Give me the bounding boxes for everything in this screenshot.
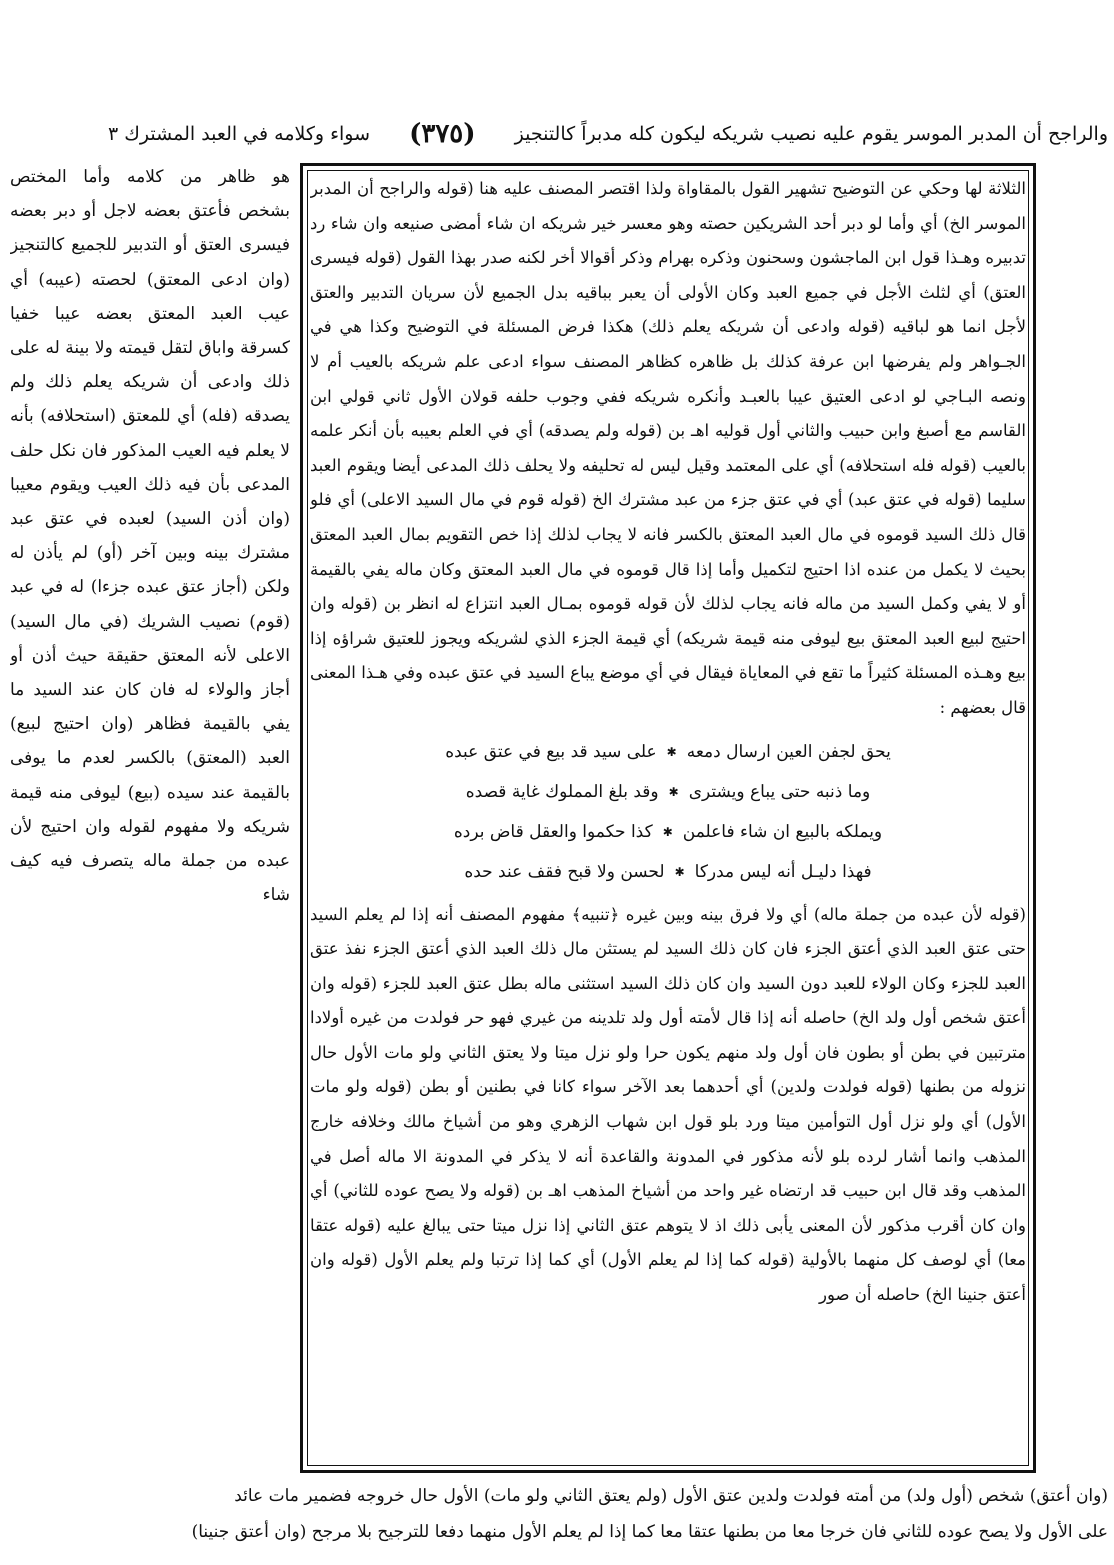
star-separator-icon: ✱ <box>662 824 673 839</box>
poem-verse <box>310 732 1026 772</box>
hemistich-second: لحسن ولا قبح فقف عند حده <box>464 861 665 882</box>
star-separator-icon: ✱ <box>668 784 679 799</box>
poem-verse <box>310 852 1026 892</box>
footer-line: على الأول ولا يصح عوده للثاني فان خرجا معا من بطنها عتقا معا كما إذا لم يعلم الأول منهما دفعا للترجيح بلا مرجح (وان أعتق جنينا) <box>191 1522 1108 1542</box>
poem-verse <box>310 772 1026 812</box>
commentary-paragraph: الثلاثة لها وحكي عن التوضيح تشهير القول بالمقاواة ولذا اقتصر المصنف عليه هنا (قوله والراجح أن المدبر الموسر الخ) أي وأما لو دبر أحد الشريكين حصته وهو معسر خير شريكه ان شاء أمضى صنيعه وان شاء رد تدبيره وهـذا قول ابن الماجشون وسحنون وذكره بهرام وذكر أقوالا أخر لكنه صدر بهذا القول (قوله فيسرى العتق) أي لثلث الأجل في جميع العبد وكان الأولى أن يعبر بباقيه بدل الجميع لأن سريان التدبير والعتق لأجل انما هو لباقيه (قوله وادعى أن شريكه يعلم ذلك) هكذا فرض المسئلة في التوضيح وكذا هي في الجـواهر ولم يفرضها ابن عرفة كذلك بل ظاهره كظاهر المصنف سواء ادعى علم شريكه بالعيب أم لا ونصه البـاجي لو ادعى العتيق عيبا بالعبـد وأنكره شريكه ففي وجوب حلفه قولان الأول ثاني قولي ابن القاسم مع أصبغ وابن حبيب والثاني أول قوليه اهـ بن (قوله ولم يصدقه) أي في العلم بعيبه بأن أنكر علمه بالعيب (قوله فله استحلافه) أي على المعتمد وقيل ليس له تحليفه ولا يحلف ذلك المدعى أيضا ويقوم العبد سليما (قوله في عتق عبد) أي في عتق جزء من عبد مشترك الخ (قوله قوم في مال السيد الاعلى) أي فلو قال ذلك السيد قوموه في مال العبد المعتق بالكسر فانه لا يجاب لذلك إذا خص التقويم بمال العبد المعتق بحيث لا يكمل من عنده اذا احتيج لتكميل وأما إذا قال قوموه في مال العبد المعتق وكان ماله يفي بالقيمة أو لا يفي وكمل السيد من ماله فانه يجاب لذلك لأن قوله قوموه بمـال العبد انتزاع له انظر بن (قوله وان احتيج لبيع العبد المعتق بيع ليوفى منه قيمة شريكه) أي قيمة الجزء الذي لشريكه ويجوز للعتيق شراؤه إذا بيع وهـذه المسئلة كثيراً ما تقع في المعاياة فيقال في أي موضع يباع السيد في عتق عبده وفي هـذا المعنى قال بعضهم : <box>310 179 1026 717</box>
hemistich-second: وقد بلغ المملوك غاية قصده <box>465 781 659 802</box>
commentary-paragraph: (قوله لأن عبده من جملة ماله) أي ولا فرق بينه وبين غيره ﴿تنبيه﴾ مفهوم المصنف أنه إذا لم يعلم السيد حتى عتق العبد الذي أعتق الجزء فان كان ذلك السيد لم يستثن مال ذلك العبد الذي أعتق الجزء نفذ عتق العبد للجزء وكان الولاء للعبد دون السيد وان كان ذلك السيد استثنى ماله بطل عتق العبد للجزء (قوله وان أعتق شخص أول ولد الخ) حاصله أنه إذا قال لأمته أول ولد تلدينه من غيري فهو حر فولدت من غيره أولادا مترتبين في بطن أو بطون فان أول ولد منهم يكون حرا ولو نزل ميتا ولا يعتق الثاني ولو مات الأول حال نزوله من بطنها (قوله فولدت ولدين) أي أحدهما بعد الآخر سواء كانا في بطنين أو بطن (قوله ولو مات الأول) أي ولو نزل أول التوأمين ميتا ورد بلو قول ابن شهاب الزهري وهو من أشياخ مالك وخلافه خارج المذهب وانما أشار لرده بلو لأنه مذكور في المدونة والقاعدة أنه لا يذكر في المدونة الا ماله أصل في المذهب وقد قال ابن حبيب قد ارتضاه غير واحد من أشياخ المذهب اهـ بن (قوله ولا يصح عوده للثاني) أي وان كان أقرب مذكور لأن المعنى يأبى ذلك اذ لا يتوهم عتق الثاني إذا نزل ميتا حتى يبالغ عليه (قوله عتقا معا) أي لوصف كل منهما بالأولية (قوله كما إذا لم يعلم الأول) أي كما إذا ترتبا ولم يعلم الأول (قوله وان أعتق جنينا الخ) حاصله أن صور <box>310 904 1026 1305</box>
poem <box>310 732 1026 892</box>
page-footer <box>108 1478 1108 1550</box>
commentary-block <box>310 172 1026 1462</box>
hemistich-first: يحق لجفن العين ارسال دمعه <box>686 741 891 762</box>
footer-line: (وان أعتق) شخص (أول ولد) من أمته فولدت ولدين عتق الأول (ولم يعتق الثاني ولو مات) الأول حال خروجه فضمير مات عائد <box>234 1486 1108 1506</box>
hemistich-first: وما ذنبه حتى يباع ويشترى <box>688 781 871 802</box>
margin-text: هو ظاهر من كلامه وأما المختص بشخص فأعتق بعضه لاجل أو دبر بعضه فيسرى العتق أو التدبير للجميع كالتنجيز (وان ادعى المعتق) لحصته (عيبه) أي عيب العبد المعتق بعضه عيبا خفيا كسرقة واباق لتقل قيمته ولا بينة له على ذلك وادعى أن شريكه يعلم ذلك ولم يصدقه (فله) أي للمعتق (استحلافه) بأنه لا يعلم فيه العيب المذكور فان نكل حلف المدعى بأن فيه ذلك العيب ويقوم معيبا (وان أذن السيد) لعبده في عتق عبد مشترك بينه وبين آخر (أو) لم يأذن له ولكن (أجاز عتق عبده جزءا) له في عبد (قوم) نصيب الشريك (في مال السيد) الاعلى لأنه المعتق حقيقة حيث أذن أو أجاز والولاء له فان كان عند السيد ما يفي بالقيمة فظاهر (وان احتيج لبيع) العبد (المعتق) بالكسر لعدم ما يوفى بالقيمة عند سيده (بيع) ليوفى منه قيمة شريكه ولا مفهوم لقوله وان احتيج لأن عبده من جملة ماله يتصرف فيه كيف شاء <box>10 167 290 906</box>
star-separator-icon: ✱ <box>674 864 685 879</box>
page-number: (٣٧٥) <box>409 119 476 149</box>
margin-commentary <box>10 160 290 1460</box>
header-side-text: سواء وكلامه في العبد المشترك ٣ <box>108 123 371 145</box>
hemistich-first: فهذا دليـل أنه ليس مدركا <box>694 861 872 882</box>
poem-verse <box>310 812 1026 852</box>
star-separator-icon: ✱ <box>666 744 677 759</box>
header-main-text: والراجح أن المدبر الموسر يقوم عليه نصيب شريكه ليكون كله مدبراً كالتنجيز <box>514 123 1108 145</box>
hemistich-second: كذا حكموا والعقل قاض برده <box>453 821 653 842</box>
page-header <box>108 118 1108 150</box>
hemistich-second: على سيد قد بيع في عتق عبده <box>445 741 657 762</box>
hemistich-first: ويملكه بالبيع ان شاء فاعلمن <box>682 821 883 842</box>
